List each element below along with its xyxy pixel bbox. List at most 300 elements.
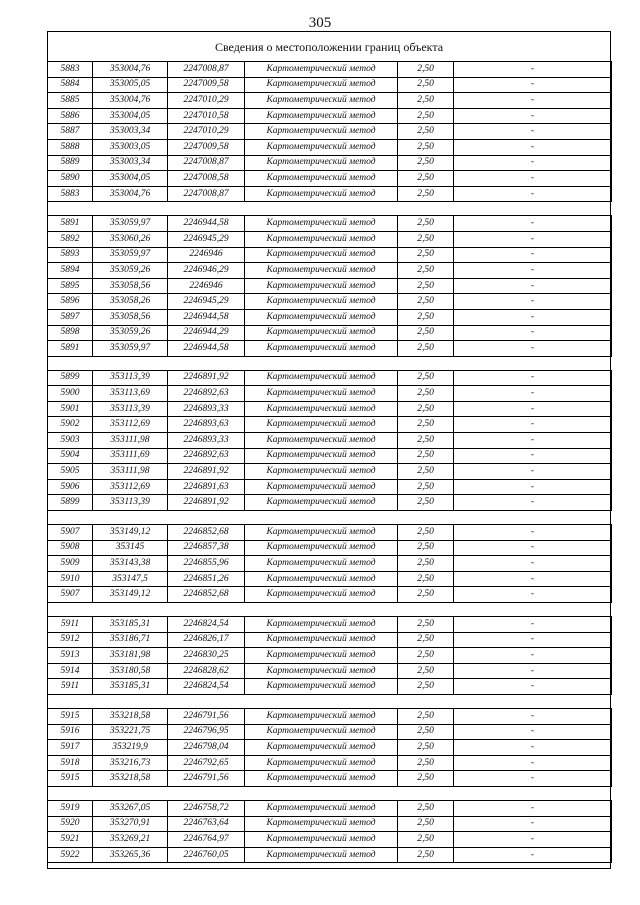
x-coordinate-cell: 353004,05 (93, 108, 168, 124)
method-cell: Картометрический метод (245, 171, 398, 187)
point-number-cell: 5915 (48, 708, 93, 724)
y-coordinate-cell: 2246852,68 (168, 525, 245, 541)
description-cell: - (454, 62, 612, 78)
table-row (48, 832, 612, 848)
method-cell: Картометрический метод (245, 309, 398, 325)
x-coordinate-cell: 353058,26 (93, 294, 168, 310)
description-cell: - (454, 294, 612, 310)
x-coordinate-cell: 353111,98 (93, 464, 168, 480)
point-number-cell: 5893 (48, 247, 93, 263)
y-coordinate-cell: 2246758,72 (168, 800, 245, 816)
x-coordinate-cell: 353185,31 (93, 679, 168, 695)
point-number-cell: 5890 (48, 171, 93, 187)
method-cell: Картометрический метод (245, 370, 398, 386)
description-cell: - (454, 587, 612, 603)
description-cell: - (454, 464, 612, 480)
y-coordinate-cell: 2246764,97 (168, 832, 245, 848)
y-coordinate-cell: 2246945,29 (168, 231, 245, 247)
x-coordinate-cell: 353059,97 (93, 341, 168, 357)
method-cell: Картометрический метод (245, 124, 398, 140)
description-cell: - (454, 139, 612, 155)
method-cell: Картометрический метод (245, 263, 398, 279)
separator-cell (48, 511, 93, 525)
description-cell: - (454, 247, 612, 263)
x-coordinate-cell: 353112,69 (93, 479, 168, 495)
separator-cell (48, 356, 93, 370)
accuracy-cell: 2,50 (398, 186, 454, 202)
point-number-cell: 5887 (48, 124, 93, 140)
accuracy-cell: 2,50 (398, 832, 454, 848)
description-cell: - (454, 556, 612, 572)
point-number-cell: 5884 (48, 77, 93, 93)
table-row (48, 540, 612, 556)
table-row (48, 171, 612, 187)
method-cell: Картометрический метод (245, 401, 398, 417)
point-number-cell: 5897 (48, 309, 93, 325)
x-coordinate-cell: 353219,9 (93, 740, 168, 756)
description-cell: - (454, 77, 612, 93)
y-coordinate-cell: 2247008,87 (168, 62, 245, 78)
table-row (48, 278, 612, 294)
point-number-cell: 5919 (48, 800, 93, 816)
description-cell: - (454, 663, 612, 679)
x-coordinate-cell: 353111,98 (93, 433, 168, 449)
x-coordinate-cell: 353003,34 (93, 155, 168, 171)
method-cell: Картометрический метод (245, 800, 398, 816)
x-coordinate-cell: 353149,12 (93, 587, 168, 603)
description-cell: - (454, 740, 612, 756)
description-cell: - (454, 216, 612, 232)
table-row (48, 724, 612, 740)
table-row (48, 62, 612, 78)
y-coordinate-cell: 2246763,64 (168, 816, 245, 832)
y-coordinate-cell: 2246893,33 (168, 401, 245, 417)
accuracy-cell: 2,50 (398, 479, 454, 495)
separator-cell (168, 603, 245, 617)
method-cell: Картометрический метод (245, 816, 398, 832)
accuracy-cell: 2,50 (398, 800, 454, 816)
table-row (48, 186, 612, 202)
y-coordinate-cell: 2247009,58 (168, 77, 245, 93)
accuracy-cell: 2,50 (398, 847, 454, 863)
description-cell: - (454, 816, 612, 832)
table-row (48, 648, 612, 664)
point-number-cell: 5894 (48, 263, 93, 279)
point-number-cell: 5911 (48, 617, 93, 633)
accuracy-cell: 2,50 (398, 231, 454, 247)
method-cell: Картометрический метод (245, 294, 398, 310)
x-coordinate-cell: 353269,21 (93, 832, 168, 848)
y-coordinate-cell: 2247009,58 (168, 139, 245, 155)
y-coordinate-cell: 2246891,92 (168, 495, 245, 511)
point-number-cell: 5901 (48, 401, 93, 417)
description-cell: - (454, 679, 612, 695)
accuracy-cell: 2,50 (398, 771, 454, 787)
table-row (48, 433, 612, 449)
x-coordinate-cell: 353113,39 (93, 401, 168, 417)
point-number-cell: 5907 (48, 587, 93, 603)
x-coordinate-cell: 353059,26 (93, 325, 168, 341)
accuracy-cell: 2,50 (398, 263, 454, 279)
y-coordinate-cell: 2246828,62 (168, 663, 245, 679)
point-number-cell: 5920 (48, 816, 93, 832)
description-cell: - (454, 171, 612, 187)
accuracy-cell: 2,50 (398, 617, 454, 633)
table-row (48, 77, 612, 93)
table-row (48, 771, 612, 787)
description-cell: - (454, 847, 612, 863)
method-cell: Картометрический метод (245, 93, 398, 109)
point-number-cell: 5899 (48, 370, 93, 386)
x-coordinate-cell: 353059,26 (93, 263, 168, 279)
point-number-cell: 5913 (48, 648, 93, 664)
point-number-cell: 5883 (48, 62, 93, 78)
separator-cell (48, 694, 93, 708)
accuracy-cell: 2,50 (398, 648, 454, 664)
table-row (48, 263, 612, 279)
separator-cell (398, 603, 454, 617)
accuracy-cell: 2,50 (398, 171, 454, 187)
method-cell: Картометрический метод (245, 464, 398, 480)
description-cell: - (454, 708, 612, 724)
accuracy-cell: 2,50 (398, 679, 454, 695)
y-coordinate-cell: 2246826,17 (168, 632, 245, 648)
x-coordinate-cell: 353270,91 (93, 816, 168, 832)
point-number-cell: 5918 (48, 755, 93, 771)
accuracy-cell: 2,50 (398, 556, 454, 572)
y-coordinate-cell: 2246891,92 (168, 370, 245, 386)
point-number-cell: 5898 (48, 325, 93, 341)
table-row (48, 679, 612, 695)
table-row (48, 93, 612, 109)
document-title: Сведения о местоположении границ объекта (214, 40, 444, 54)
point-number-cell: 5895 (48, 278, 93, 294)
accuracy-cell: 2,50 (398, 294, 454, 310)
table-row (48, 231, 612, 247)
method-cell: Картометрический метод (245, 325, 398, 341)
separator-cell (168, 356, 245, 370)
method-cell: Картометрический метод (245, 77, 398, 93)
description-cell: - (454, 433, 612, 449)
method-cell: Картометрический метод (245, 417, 398, 433)
separator-cell (245, 202, 398, 216)
table-row (48, 740, 612, 756)
point-number-cell: 5883 (48, 186, 93, 202)
accuracy-cell: 2,50 (398, 816, 454, 832)
y-coordinate-cell: 2246824,54 (168, 617, 245, 633)
x-coordinate-cell: 353216,73 (93, 755, 168, 771)
method-cell: Картометрический метод (245, 433, 398, 449)
group-separator-row (48, 603, 612, 617)
separator-cell (454, 786, 612, 800)
description-cell: - (454, 724, 612, 740)
method-cell: Картометрический метод (245, 771, 398, 787)
description-cell: - (454, 155, 612, 171)
y-coordinate-cell: 2246946,29 (168, 263, 245, 279)
description-cell: - (454, 263, 612, 279)
x-coordinate-cell: 353005,05 (93, 77, 168, 93)
y-coordinate-cell: 2246760,05 (168, 847, 245, 863)
boundary-coordinates-table (47, 61, 612, 863)
description-cell: - (454, 540, 612, 556)
x-coordinate-cell: 353004,05 (93, 171, 168, 187)
x-coordinate-cell: 353145 (93, 540, 168, 556)
point-number-cell: 5916 (48, 724, 93, 740)
x-coordinate-cell: 353186,71 (93, 632, 168, 648)
separator-cell (454, 356, 612, 370)
description-cell: - (454, 832, 612, 848)
method-cell: Картометрический метод (245, 186, 398, 202)
y-coordinate-cell: 2246944,58 (168, 216, 245, 232)
description-cell: - (454, 495, 612, 511)
x-coordinate-cell: 353113,39 (93, 495, 168, 511)
method-cell: Картометрический метод (245, 587, 398, 603)
y-coordinate-cell: 2246891,92 (168, 464, 245, 480)
separator-cell (48, 202, 93, 216)
accuracy-cell: 2,50 (398, 155, 454, 171)
group-separator-row (48, 356, 612, 370)
point-number-cell: 5911 (48, 679, 93, 695)
table-row (48, 309, 612, 325)
y-coordinate-cell: 2247010,58 (168, 108, 245, 124)
table-row (48, 847, 612, 863)
y-coordinate-cell: 2246791,56 (168, 771, 245, 787)
page-number: 305 (308, 15, 332, 31)
group-separator-row (48, 202, 612, 216)
accuracy-cell: 2,50 (398, 587, 454, 603)
accuracy-cell: 2,50 (398, 124, 454, 140)
x-coordinate-cell: 353267,05 (93, 800, 168, 816)
x-coordinate-cell: 353181,98 (93, 648, 168, 664)
accuracy-cell: 2,50 (398, 386, 454, 402)
accuracy-cell: 2,50 (398, 309, 454, 325)
method-cell: Картометрический метод (245, 386, 398, 402)
table-row (48, 479, 612, 495)
table-row (48, 800, 612, 816)
separator-cell (398, 786, 454, 800)
separator-cell (398, 356, 454, 370)
accuracy-cell: 2,50 (398, 708, 454, 724)
separator-cell (398, 202, 454, 216)
separator-cell (168, 694, 245, 708)
separator-cell (93, 786, 168, 800)
point-number-cell: 5904 (48, 448, 93, 464)
table-row (48, 495, 612, 511)
point-number-cell: 5888 (48, 139, 93, 155)
x-coordinate-cell: 353004,76 (93, 186, 168, 202)
point-number-cell: 5912 (48, 632, 93, 648)
accuracy-cell: 2,50 (398, 525, 454, 541)
point-number-cell: 5900 (48, 386, 93, 402)
separator-cell (93, 603, 168, 617)
point-number-cell: 5922 (48, 847, 93, 863)
accuracy-cell: 2,50 (398, 108, 454, 124)
description-cell: - (454, 231, 612, 247)
table-row (48, 571, 612, 587)
description-cell: - (454, 448, 612, 464)
x-coordinate-cell: 353221,75 (93, 724, 168, 740)
table-row (48, 448, 612, 464)
y-coordinate-cell: 2246892,63 (168, 386, 245, 402)
method-cell: Картометрический метод (245, 648, 398, 664)
point-number-cell: 5892 (48, 231, 93, 247)
x-coordinate-cell: 353180,58 (93, 663, 168, 679)
accuracy-cell: 2,50 (398, 77, 454, 93)
point-number-cell: 5899 (48, 495, 93, 511)
group-separator-row (48, 786, 612, 800)
method-cell: Картометрический метод (245, 231, 398, 247)
method-cell: Картометрический метод (245, 540, 398, 556)
table-row (48, 124, 612, 140)
x-coordinate-cell: 353218,58 (93, 708, 168, 724)
description-cell: - (454, 771, 612, 787)
x-coordinate-cell: 353003,34 (93, 124, 168, 140)
point-number-cell: 5910 (48, 571, 93, 587)
table-row (48, 663, 612, 679)
table-row (48, 755, 612, 771)
point-number-cell: 5902 (48, 417, 93, 433)
description-cell: - (454, 186, 612, 202)
method-cell: Картометрический метод (245, 247, 398, 263)
description-cell: - (454, 571, 612, 587)
method-cell: Картометрический метод (245, 216, 398, 232)
point-number-cell: 5908 (48, 540, 93, 556)
description-cell: - (454, 632, 612, 648)
y-coordinate-cell: 2246946 (168, 278, 245, 294)
accuracy-cell: 2,50 (398, 278, 454, 294)
x-coordinate-cell: 353147,5 (93, 571, 168, 587)
point-number-cell: 5917 (48, 740, 93, 756)
accuracy-cell: 2,50 (398, 216, 454, 232)
y-coordinate-cell: 2246857,38 (168, 540, 245, 556)
x-coordinate-cell: 353112,69 (93, 417, 168, 433)
accuracy-cell: 2,50 (398, 632, 454, 648)
accuracy-cell: 2,50 (398, 341, 454, 357)
x-coordinate-cell: 353149,12 (93, 525, 168, 541)
separator-cell (454, 202, 612, 216)
point-number-cell: 5903 (48, 433, 93, 449)
point-number-cell: 5891 (48, 341, 93, 357)
accuracy-cell: 2,50 (398, 247, 454, 263)
description-cell: - (454, 525, 612, 541)
y-coordinate-cell: 2246893,63 (168, 417, 245, 433)
point-number-cell: 5891 (48, 216, 93, 232)
y-coordinate-cell: 2246892,63 (168, 448, 245, 464)
separator-cell (168, 786, 245, 800)
point-number-cell: 5906 (48, 479, 93, 495)
description-cell: - (454, 325, 612, 341)
y-coordinate-cell: 2246944,58 (168, 309, 245, 325)
accuracy-cell: 2,50 (398, 663, 454, 679)
x-coordinate-cell: 353185,31 (93, 617, 168, 633)
method-cell: Картометрический метод (245, 708, 398, 724)
accuracy-cell: 2,50 (398, 93, 454, 109)
separator-cell (398, 511, 454, 525)
method-cell: Картометрический метод (245, 525, 398, 541)
y-coordinate-cell: 2246851,26 (168, 571, 245, 587)
y-coordinate-cell: 2246796,95 (168, 724, 245, 740)
description-cell: - (454, 755, 612, 771)
y-coordinate-cell: 2246944,58 (168, 341, 245, 357)
accuracy-cell: 2,50 (398, 62, 454, 78)
method-cell: Картометрический метод (245, 617, 398, 633)
accuracy-cell: 2,50 (398, 755, 454, 771)
table-row (48, 139, 612, 155)
separator-cell (245, 356, 398, 370)
separator-cell (398, 694, 454, 708)
x-coordinate-cell: 353113,69 (93, 386, 168, 402)
y-coordinate-cell: 2246855,96 (168, 556, 245, 572)
method-cell: Картометрический метод (245, 448, 398, 464)
x-coordinate-cell: 353059,97 (93, 247, 168, 263)
separator-cell (168, 511, 245, 525)
method-cell: Картометрический метод (245, 724, 398, 740)
accuracy-cell: 2,50 (398, 433, 454, 449)
point-number-cell: 5914 (48, 663, 93, 679)
table-row (48, 816, 612, 832)
accuracy-cell: 2,50 (398, 401, 454, 417)
description-cell: - (454, 124, 612, 140)
x-coordinate-cell: 353003,05 (93, 139, 168, 155)
group-separator-row (48, 694, 612, 708)
x-coordinate-cell: 353058,56 (93, 309, 168, 325)
point-number-cell: 5886 (48, 108, 93, 124)
table-row (48, 386, 612, 402)
method-cell: Картометрический метод (245, 108, 398, 124)
y-coordinate-cell: 2247010,29 (168, 93, 245, 109)
accuracy-cell: 2,50 (398, 325, 454, 341)
x-coordinate-cell: 353218,58 (93, 771, 168, 787)
y-coordinate-cell: 2247008,87 (168, 186, 245, 202)
table-row (48, 556, 612, 572)
table-row (48, 216, 612, 232)
accuracy-cell: 2,50 (398, 464, 454, 480)
x-coordinate-cell: 353058,56 (93, 278, 168, 294)
method-cell: Картометрический метод (245, 155, 398, 171)
table-row (48, 525, 612, 541)
separator-cell (93, 694, 168, 708)
separator-cell (93, 202, 168, 216)
table-row (48, 341, 612, 357)
point-number-cell: 5896 (48, 294, 93, 310)
table-row (48, 325, 612, 341)
y-coordinate-cell: 2246893,33 (168, 433, 245, 449)
table-row (48, 401, 612, 417)
method-cell: Картометрический метод (245, 495, 398, 511)
point-number-cell: 5909 (48, 556, 93, 572)
separator-cell (245, 511, 398, 525)
separator-cell (454, 511, 612, 525)
separator-cell (245, 603, 398, 617)
accuracy-cell: 2,50 (398, 571, 454, 587)
y-coordinate-cell: 2246791,56 (168, 708, 245, 724)
method-cell: Картометрический метод (245, 62, 398, 78)
separator-cell (93, 356, 168, 370)
table-row (48, 155, 612, 171)
description-cell: - (454, 370, 612, 386)
y-coordinate-cell: 2246891,63 (168, 479, 245, 495)
description-cell: - (454, 417, 612, 433)
description-cell: - (454, 800, 612, 816)
group-separator-row (48, 511, 612, 525)
x-coordinate-cell: 353004,76 (93, 93, 168, 109)
y-coordinate-cell: 2246792,65 (168, 755, 245, 771)
point-number-cell: 5907 (48, 525, 93, 541)
separator-cell (93, 511, 168, 525)
y-coordinate-cell: 2246830,25 (168, 648, 245, 664)
separator-cell (454, 694, 612, 708)
separator-cell (48, 786, 93, 800)
